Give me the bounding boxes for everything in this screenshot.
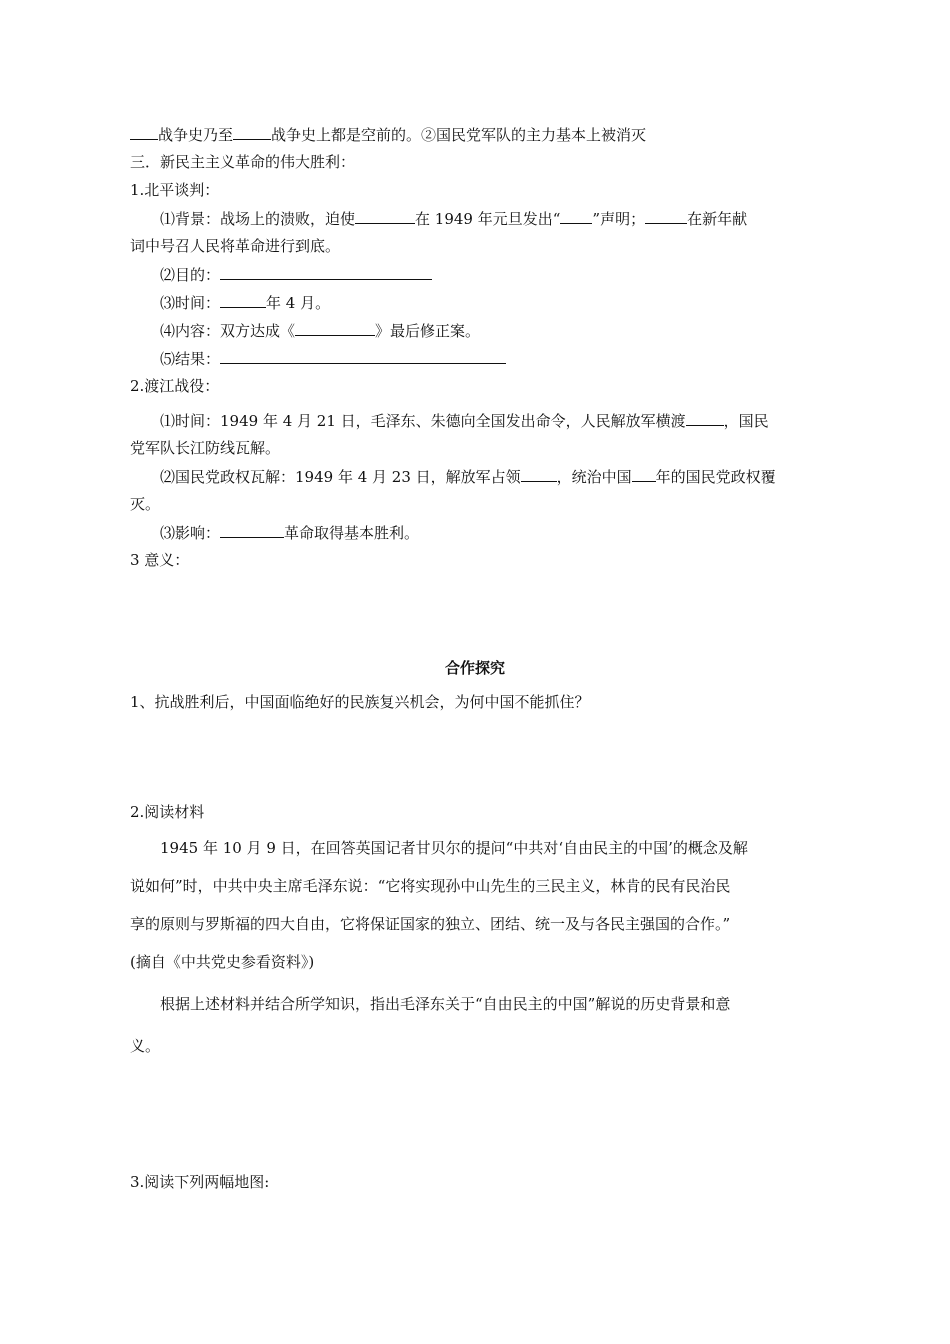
text-line: ⑴时间：1949 年 4 月 21 日，毛泽东、朱德向全国发出命令，人民解放军横渡 ，国民 xyxy=(160,412,769,430)
section-title: 合作探究 xyxy=(444,659,505,677)
material-source: (摘自《中共党史参看资料》) xyxy=(130,953,315,971)
blank xyxy=(220,292,266,308)
blank xyxy=(521,466,557,482)
answer-blank xyxy=(220,348,506,364)
question-1: 1、抗战胜利后，中国面临绝好的民族复兴机会，为何中国不能抓住？ xyxy=(130,693,590,711)
subsection-heading: 1.北平谈判： xyxy=(130,181,220,199)
blank xyxy=(355,208,415,224)
text-line: ⑷内容：双方达成《 》最后修正案。 xyxy=(160,322,481,340)
text-line: 灭。 xyxy=(130,495,161,513)
blank xyxy=(686,410,724,426)
material-text: 1945 年 10 月 9 日，在回答英国记者甘贝尔的提问“中共对‘自由民主的中国’的概念及解 xyxy=(160,839,748,857)
material-text: 享的原则与罗斯福的四大自由，它将保证国家的独立、团结、统一及与各民主强国的合作。” xyxy=(130,915,731,933)
question-2-label: 2.阅读材料 xyxy=(130,803,205,821)
text-line: ⑶时间： 年 4 月。 xyxy=(160,294,331,312)
text-line: ⑸结果： xyxy=(160,348,860,369)
question-2-prompt: 义。 xyxy=(130,1037,161,1055)
question-3: 3.阅读下列两幅地图: xyxy=(130,1173,270,1191)
text-line: ⑵国民党政权瓦解：1949 年 4 月 23 日，解放军占领 ，统治中国 年的国民党政权覆 xyxy=(160,468,776,486)
text-line: 3 意义： xyxy=(130,551,190,569)
text-line: 战争史乃至 战争史上都是空前的。②国民党军队的主力基本上被消灭 xyxy=(130,124,830,145)
subsection-heading: 2.渡江战役： xyxy=(130,377,220,395)
text-line: ⑶影响： 革命取得基本胜利。 xyxy=(160,524,420,542)
blank xyxy=(233,124,271,140)
blank xyxy=(560,208,592,224)
question-2-prompt: 根据上述材料并结合所学知识，指出毛泽东关于“自由民主的中国”解说的历史背景和意 xyxy=(160,995,731,1013)
blank xyxy=(220,522,284,538)
answer-blank xyxy=(220,264,432,280)
blank xyxy=(295,320,375,336)
text-line: 党军队长江防线瓦解。 xyxy=(130,439,281,457)
blank xyxy=(645,208,687,224)
blank xyxy=(130,124,158,140)
text-line: ⑴背景：战场上的溃败，迫使 在 1949 年元旦发出“ ”声明； 在新年献 xyxy=(160,210,748,228)
text-line: ⑵目的： xyxy=(160,264,860,285)
section-heading: 三．新民主主义革命的伟大胜利： xyxy=(130,153,356,171)
material-text: 说如何”时，中共中央主席毛泽东说：“它将实现孙中山先生的三民主义，林肯的民有民治民 xyxy=(130,877,731,895)
blank xyxy=(632,466,656,482)
text-line: 词中号召人民将革命进行到底。 xyxy=(130,237,341,255)
